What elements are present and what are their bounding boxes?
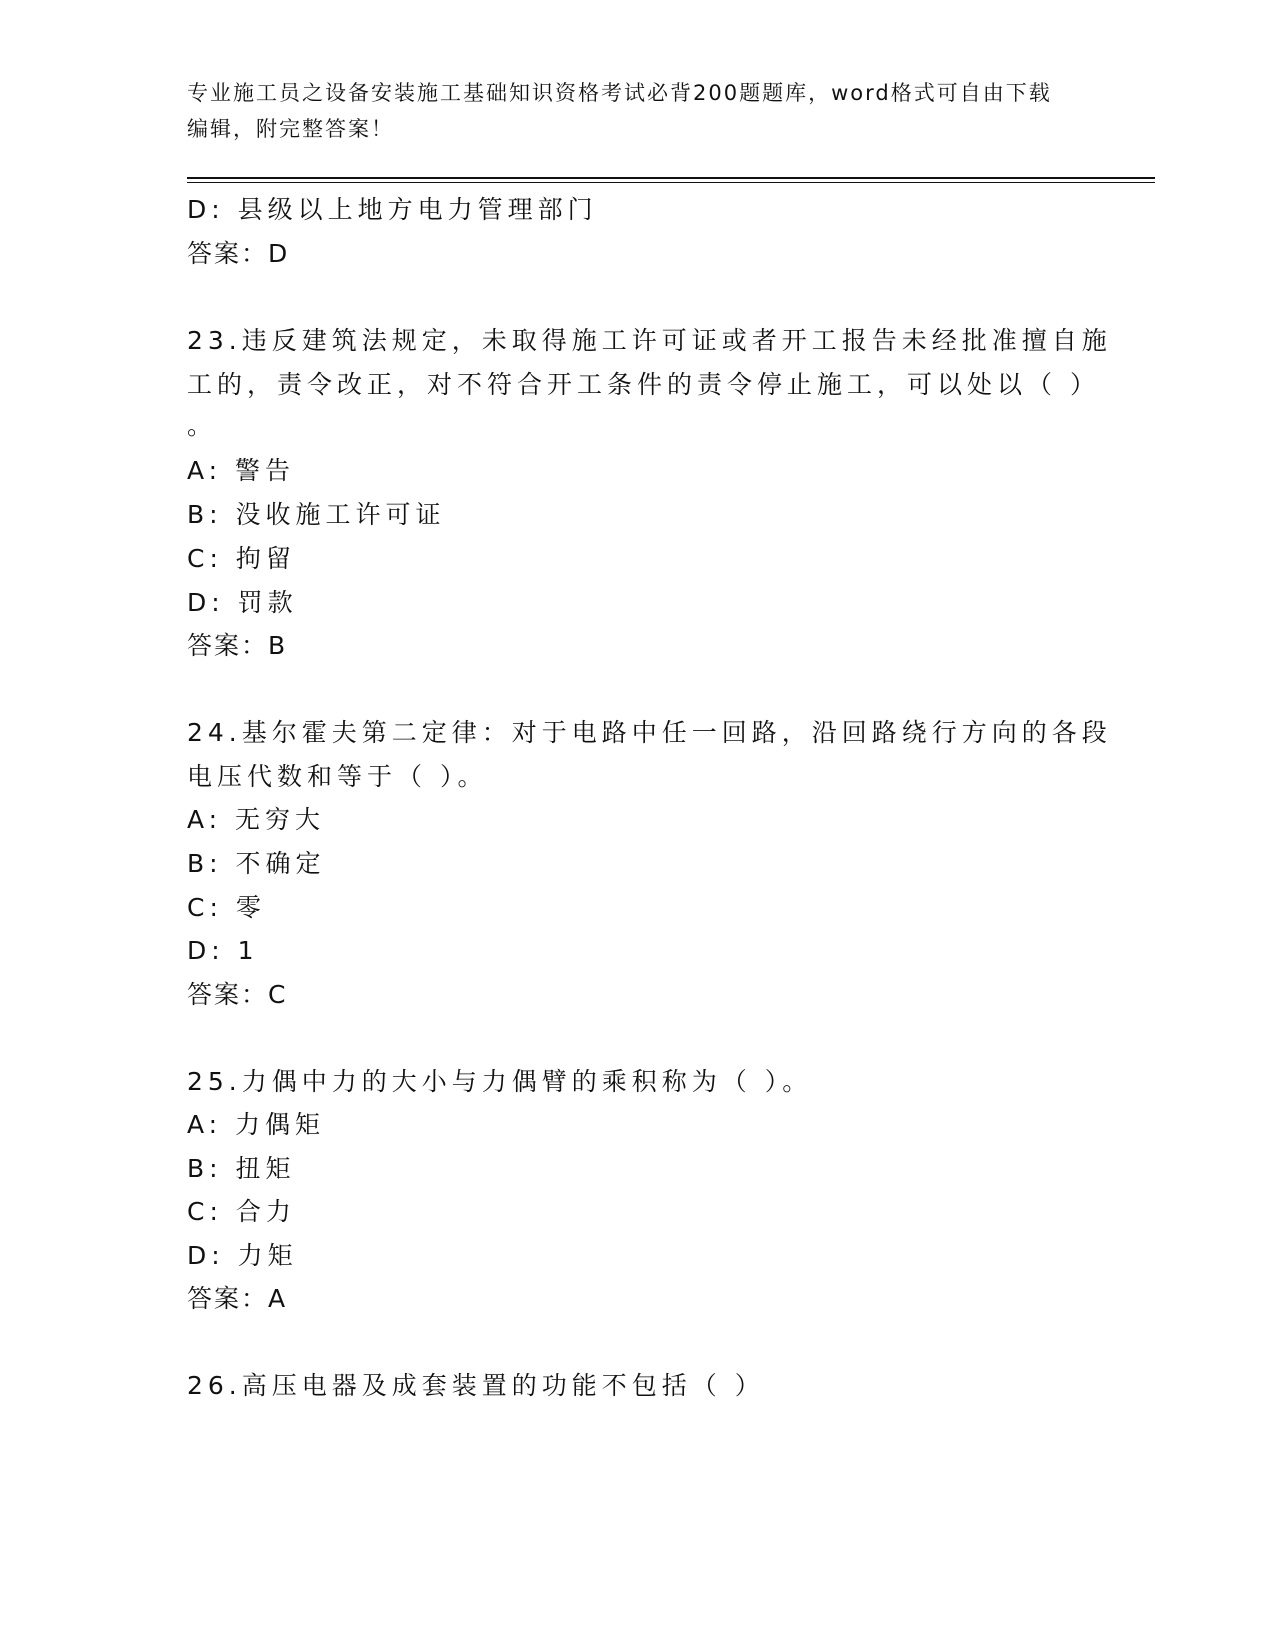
question-text: 。 [187, 411, 218, 440]
option-b: B: 扭矩 [187, 1154, 296, 1183]
header-divider-thick [187, 177, 1155, 179]
question-text: 25.力偶中力的大小与力偶臂的乘积称为（ ）。 [187, 1067, 813, 1096]
option-d: D: 罚款 [187, 588, 298, 617]
header-divider-thin [187, 182, 1155, 183]
option-b: B: 不确定 [187, 849, 326, 878]
option-c: C: 零 [187, 893, 266, 922]
option-c: C: 合力 [187, 1197, 296, 1226]
option-d: D: 力矩 [187, 1241, 298, 1270]
option-c: C: 拘留 [187, 544, 296, 573]
question-text: 工的，责令改正，对不符合开工条件的责令停止施工，可以处以（ ） [187, 370, 1100, 399]
answer: 答案：C [187, 980, 288, 1009]
option-a: A: 无穷大 [187, 805, 326, 834]
document-header: 专业施工员之设备安装施工基础知识资格考试必背200题题库，word格式可自由下载编辑，附完整答案！ [187, 81, 1052, 141]
option-a: A: 警告 [187, 456, 296, 485]
option-d: D: 1 [187, 936, 259, 965]
answer: 答案：A [187, 1284, 288, 1313]
question-text: 电压代数和等于（ ）。 [187, 762, 488, 791]
option-d: D: 县级以上地方电力管理部门 [187, 195, 598, 224]
option-b: B: 没收施工许可证 [187, 500, 446, 529]
question-text: 23.违反建筑法规定，未取得施工许可证或者开工报告未经批准擅自施 [187, 326, 1112, 355]
question-text: 26.高压电器及成套装置的功能不包括（ ） [187, 1371, 765, 1400]
question-text: 24.基尔霍夫第二定律：对于电路中任一回路，沿回路绕行方向的各段 [187, 718, 1112, 747]
option-a: A: 力偶矩 [187, 1110, 326, 1139]
answer: 答案：B [187, 631, 288, 660]
answer: 答案：D [187, 239, 290, 268]
